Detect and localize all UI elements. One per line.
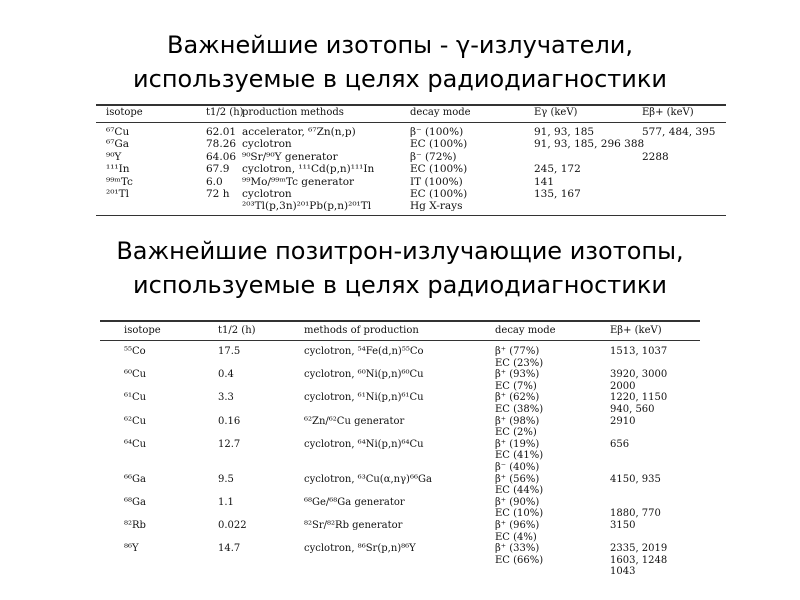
table-cell: ⁸²Sr/⁸²Rb generator <box>304 520 403 531</box>
table-cell: β⁺ (33%) <box>495 543 540 555</box>
table-cell: EC (2%) <box>495 427 537 439</box>
table-cell: 72 h <box>206 188 230 200</box>
table-cell: EC (66%) <box>495 554 544 566</box>
table-cell: 141 <box>534 175 555 188</box>
gamma-emitters-title-line2: используемые в целях радиодиагностики <box>133 65 667 93</box>
table-cell: ⁶⁸Ga <box>124 496 146 508</box>
table-cell: ⁶⁰Cu <box>124 369 147 381</box>
table-cell: 67.9 <box>206 163 230 176</box>
table-cell: 0.022 <box>218 520 247 531</box>
table-cell: ²⁰³Tl(p,3n)²⁰¹Pb(p,n)²⁰¹Tl <box>242 200 372 213</box>
gamma-emitters-title-line1: Важнейшие изотопы - γ-излучатели, <box>166 31 634 59</box>
table-cell: EC (23%) <box>495 357 544 369</box>
column-header: Eγ (keV) <box>534 107 578 118</box>
positron-emitters-table <box>100 320 700 600</box>
table-cell: cyclotron, ¹¹¹Cd(p,n)¹¹¹In <box>242 163 375 176</box>
table-cell: ⁸²Rb <box>124 520 146 531</box>
table-cell: β⁻ (40%) <box>495 462 540 473</box>
table-cell: ⁵⁵Co <box>124 346 146 357</box>
column-header: production methods <box>242 107 344 118</box>
table-cell: β⁺ (96%) <box>495 520 540 531</box>
table-cell: 4150, 935 <box>610 473 661 485</box>
table-cell: EC (100%) <box>410 138 468 151</box>
table-cell: ⁶⁶Ga <box>124 473 146 485</box>
table-cell: β⁻ (100%) <box>410 126 464 138</box>
table-cell: 3.3 <box>218 392 234 404</box>
table-cell: 1043 <box>610 566 636 578</box>
column-header: t1/2 (h) <box>218 325 256 336</box>
table-cell: 656 <box>610 438 630 450</box>
positron-emitters-title-line1: Важнейшие позитрон-излучающие изотопы, <box>116 237 684 265</box>
table-cell: β⁺ (62%) <box>495 392 540 404</box>
table-cell: cyclotron, ⁸⁶Sr(p,n)⁸⁶Y <box>304 543 416 555</box>
table-cell: EC (100%) <box>410 188 468 200</box>
table-cell: cyclotron <box>242 138 292 151</box>
table-cell: ¹¹¹In <box>106 163 130 176</box>
table-cell: 12.7 <box>218 438 241 450</box>
table-cell: 2000 <box>610 380 636 392</box>
table-cell: ⁹⁰Sr/⁹⁰Y generator <box>242 150 338 163</box>
column-header: isotope <box>106 107 143 118</box>
table-cell: 3920, 3000 <box>610 369 668 381</box>
table-cell: ⁹⁰Y <box>106 150 122 163</box>
column-header: decay mode <box>410 107 471 118</box>
table-cell: 2288 <box>642 150 669 163</box>
table-cell: EC (100%) <box>410 163 468 176</box>
table-cell: β⁺ (90%) <box>495 496 540 508</box>
table-cell: EC (41%) <box>495 450 544 462</box>
table-cell: 1513, 1037 <box>610 346 668 357</box>
table-cell: 577, 484, 395 <box>642 126 716 138</box>
table-cell: 1.1 <box>218 496 234 508</box>
table-cell: 0.4 <box>218 369 234 381</box>
table-cell: 91, 93, 185 <box>534 126 595 138</box>
table-cell: β⁺ (77%) <box>495 346 540 357</box>
table-cell: EC (4%) <box>495 531 537 543</box>
gamma-emitters-title <box>0 28 800 96</box>
table-cell: ⁶²Cu <box>124 415 147 427</box>
table-cell: ⁹⁹Mo/⁹⁹ᵐTc generator <box>242 175 355 188</box>
table-cell: 6.0 <box>206 175 223 188</box>
table-cell: 2335, 2019 <box>610 543 668 555</box>
table-cell: 135, 167 <box>534 188 581 200</box>
table-top-rule <box>96 104 726 106</box>
table-cell: 940, 560 <box>610 404 655 415</box>
column-header: Eβ+ (keV) <box>642 107 694 118</box>
table-cell: cyclotron, ⁶³Cu(α,nγ)⁶⁶Ga <box>304 473 432 485</box>
table-cell: 14.7 <box>218 543 241 555</box>
table-cell: 78.26 <box>206 138 237 151</box>
table-cell: cyclotron, ⁶⁰Ni(p,n)⁶⁰Cu <box>304 369 424 381</box>
column-header: isotope <box>124 325 161 336</box>
table-cell: EC (7%) <box>495 380 537 392</box>
table-cell: 245, 172 <box>534 163 581 176</box>
table-cell: ⁶⁷Cu <box>106 126 130 138</box>
table-cell: 0.16 <box>218 415 241 427</box>
table-cell: β⁺ (19%) <box>495 438 540 450</box>
positron-emitters-title <box>0 234 800 302</box>
table-cell: ⁶⁸Ge/⁶⁸Ga generator <box>304 496 405 508</box>
table-cell: ⁹⁹ᵐTc <box>106 175 133 188</box>
table-cell: 3150 <box>610 520 636 531</box>
table-cell: β⁺ (98%) <box>495 415 540 427</box>
header-rule <box>96 122 726 123</box>
column-header: t1/2 (h) <box>206 107 244 118</box>
table-cell: ⁶⁷Ga <box>106 138 130 151</box>
table-bottom-rule <box>96 215 726 217</box>
header-rule <box>100 340 700 341</box>
table-cell: cyclotron, ⁶⁴Ni(p,n)⁶⁴Cu <box>304 438 424 450</box>
column-header: methods of production <box>304 325 419 336</box>
table-cell: ⁶¹Cu <box>124 392 147 404</box>
table-cell: accelerator, ⁶⁷Zn(n,p) <box>242 126 356 138</box>
table-cell: 17.5 <box>218 346 241 357</box>
column-header: Eβ+ (keV) <box>610 325 662 336</box>
table-cell: 9.5 <box>218 473 234 485</box>
table-cell: EC (10%) <box>495 508 544 520</box>
gamma-emitters-table <box>96 104 726 222</box>
table-cell: 1603, 1248 <box>610 554 668 566</box>
column-header: decay mode <box>495 325 556 336</box>
table-cell: β⁺ (93%) <box>495 369 540 381</box>
table-cell: cyclotron, ⁵⁴Fe(d,n)⁵⁵Co <box>304 346 424 357</box>
table-cell: 62.01 <box>206 126 237 138</box>
table-cell: ⁸⁶Y <box>124 543 139 555</box>
table-cell: 2910 <box>610 415 636 427</box>
table-cell: 1880, 770 <box>610 508 661 520</box>
positron-emitters-title-line2: используемые в целях радиодиагностики <box>133 271 667 299</box>
table-cell: EC (44%) <box>495 485 544 497</box>
table-cell: ⁶²Zn/⁶²Cu generator <box>304 415 405 427</box>
table-cell: 91, 93, 185, 296 388 <box>534 138 645 151</box>
table-top-rule <box>100 320 700 322</box>
table-cell: ⁶⁴Cu <box>124 438 147 450</box>
table-cell: 1220, 1150 <box>610 392 668 404</box>
table-cell: β⁻ (72%) <box>410 150 457 163</box>
table-cell: EC (38%) <box>495 404 544 415</box>
table-cell: ²⁰¹Tl <box>106 188 129 200</box>
table-cell: IT (100%) <box>410 175 463 188</box>
table-cell: β⁺ (56%) <box>495 473 540 485</box>
table-cell: 64.06 <box>206 150 237 163</box>
table-cell: cyclotron, ⁶¹Ni(p,n)⁶¹Cu <box>304 392 424 404</box>
table-cell: Hg X-rays <box>410 200 463 213</box>
table-cell: cyclotron <box>242 188 292 200</box>
